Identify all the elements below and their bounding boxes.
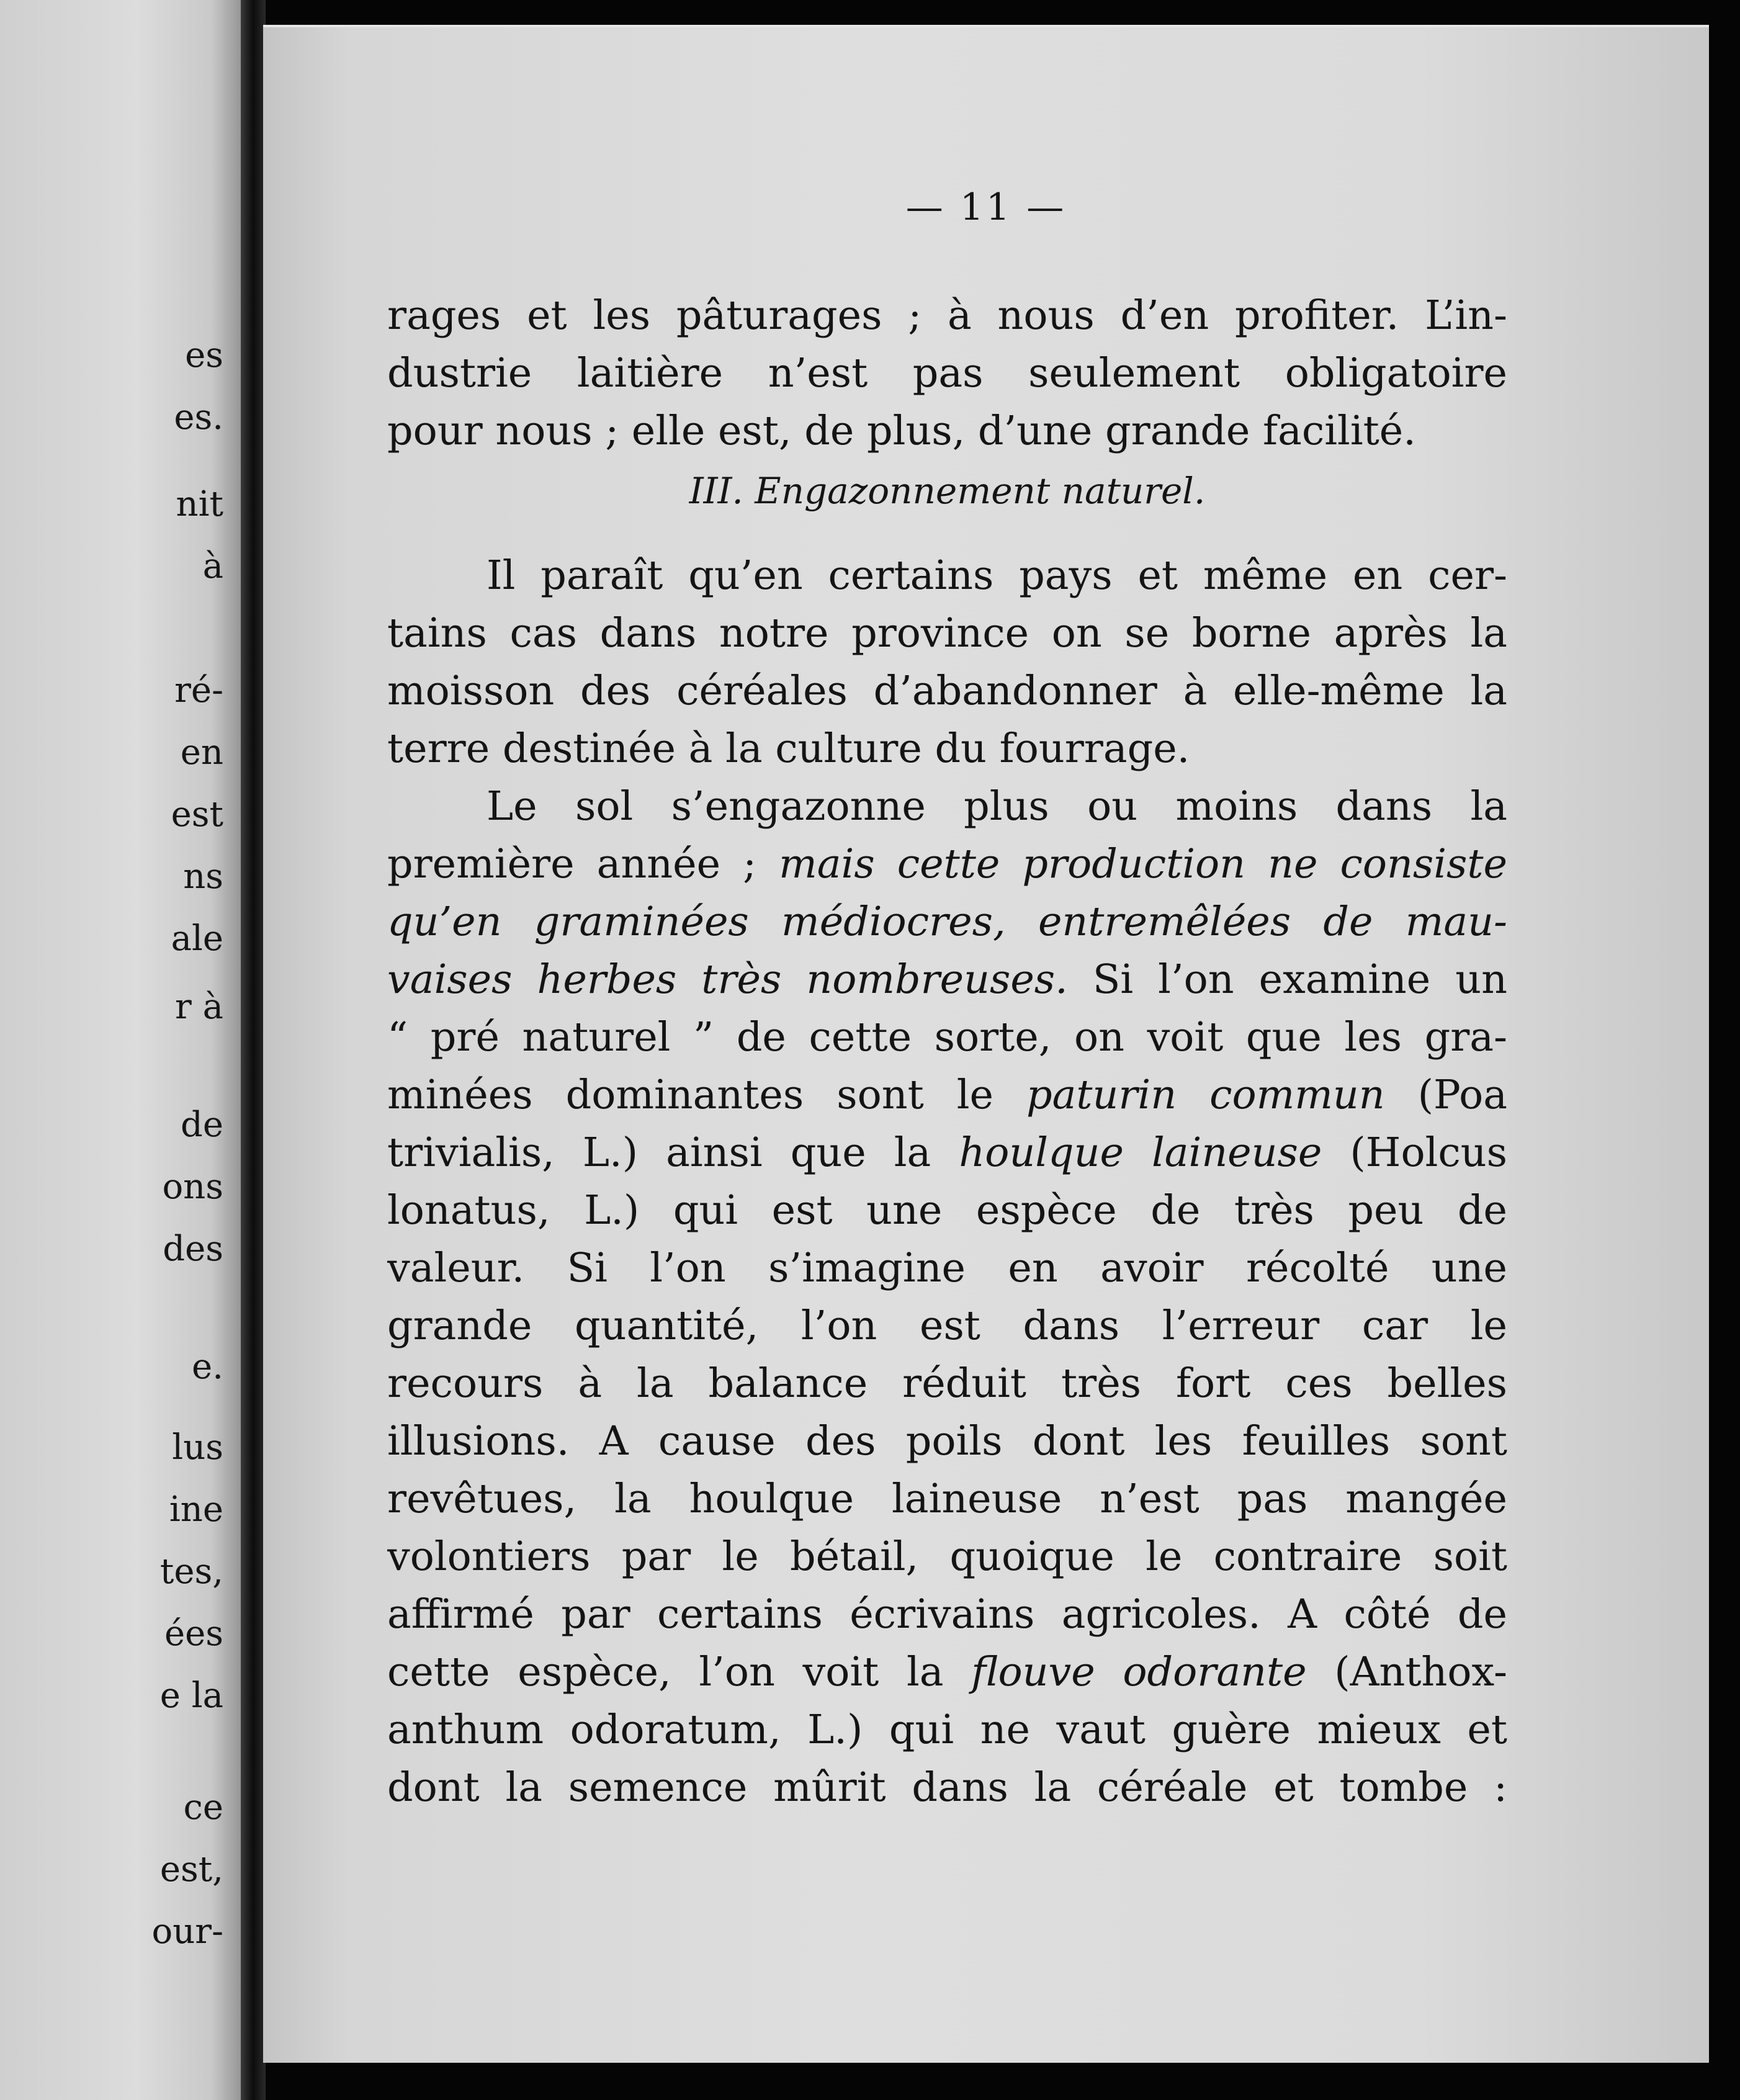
text-segment: dustrie laitière n’est pas seulement obligatoire — [387, 350, 1507, 397]
text-segment: trivialis, L.) ainsi que la — [387, 1129, 959, 1176]
text-line — [387, 344, 1507, 402]
facing-page-fragment: ce — [183, 1787, 223, 1828]
text-segment: volontiers par le bétail, quoique le contraire soit — [387, 1533, 1507, 1580]
text-line — [387, 1355, 1507, 1412]
facing-page-fragment: e. — [192, 1347, 223, 1387]
text-segment: dont la semence mûrit dans la céréale et tombe : — [387, 1764, 1507, 1811]
text-segment: Le sol s’engazonne plus ou moins dans la — [487, 783, 1507, 830]
text-line — [387, 778, 1507, 835]
text-line — [387, 604, 1507, 662]
facing-page-fragment: ons — [162, 1167, 223, 1207]
italic-text: mais cette production ne consiste — [779, 841, 1507, 887]
text-line — [387, 1470, 1507, 1528]
facing-page-fragment: r à — [175, 987, 223, 1027]
facing-page-fragment: ale — [171, 918, 223, 959]
text-segment: III. Engazonnement naturel. — [689, 470, 1206, 512]
text-segment: pour nous ; elle est, de plus, d’une grande facilité. — [387, 408, 1416, 454]
facing-page-fragment: ées — [164, 1613, 223, 1654]
text-segment: Si l’on examine un — [1067, 956, 1507, 1003]
text-line — [387, 1586, 1507, 1643]
body-text — [387, 287, 1507, 1816]
page-number: — 11 — — [905, 186, 1067, 229]
facing-page-fragment: ns — [183, 856, 223, 897]
text-segment: illusions. A cause des poils dont les feuilles sont — [387, 1418, 1507, 1465]
text-line — [387, 1008, 1507, 1066]
facing-page-fragment: nit — [176, 484, 223, 524]
text-line — [387, 402, 1507, 460]
facing-page-fragment: ine — [169, 1489, 223, 1530]
facing-page-fragment: e la — [159, 1676, 223, 1716]
text-segment: recours à la balance réduit très fort ces belles — [387, 1360, 1507, 1407]
text-line — [387, 1239, 1507, 1297]
text-line — [387, 1124, 1507, 1182]
section-heading — [387, 460, 1507, 528]
text-line — [387, 547, 1507, 604]
text-segment: (Holcus — [1322, 1129, 1507, 1176]
text-line — [387, 1528, 1507, 1586]
facing-page-edge — [0, 0, 248, 2100]
book-page — [263, 25, 1709, 2063]
text-segment: “ pré naturel ” de cette sorte, on voit que les gra- — [387, 1014, 1507, 1061]
italic-text: qu’en graminées médiocres, entremêlées de mau- — [387, 899, 1507, 945]
facing-page-fragment: de — [181, 1105, 223, 1145]
text-segment: rages et les pâturages ; à nous d’en profiter. L’in- — [387, 292, 1507, 339]
facing-page-fragment: es. — [174, 397, 223, 437]
text-segment: cette espèce, l’on voit la — [387, 1649, 972, 1695]
text-segment: revêtues, la houlque laineuse n’est pas mangée — [387, 1476, 1507, 1522]
text-segment: grande quantité, l’on est dans l’erreur car le — [387, 1303, 1507, 1349]
text-segment: moisson des céréales d’abandonner à elle-même la — [387, 668, 1507, 714]
facing-page-fragment: des — [163, 1229, 223, 1269]
text-segment: tains cas dans notre province on se borne après la — [387, 610, 1507, 657]
text-segment: première année ; — [387, 841, 779, 887]
text-line — [387, 662, 1507, 720]
italic-text: vaises herbes très nombreuses. — [387, 956, 1068, 1003]
text-segment: minées dominantes sont le — [387, 1072, 1026, 1118]
text-line — [387, 835, 1507, 893]
text-segment: terre destinée à la culture du fourrage. — [387, 725, 1190, 772]
facing-page-fragment: es — [185, 335, 223, 375]
facing-page-fragment: ré- — [174, 670, 223, 711]
facing-page-fragment: est — [171, 794, 223, 835]
text-segment: Il paraît qu’en certains pays et même en cer- — [487, 552, 1507, 599]
text-line — [387, 1066, 1507, 1124]
text-segment: lonatus, L.) qui est une espèce de très peu de — [387, 1187, 1507, 1234]
text-segment: affirmé par certains écrivains agricoles. A côté de — [387, 1591, 1507, 1638]
text-segment: (Anthox- — [1306, 1649, 1507, 1695]
text-line — [387, 1182, 1507, 1239]
italic-text: flouve odorante — [971, 1649, 1307, 1695]
facing-page-fragment: est, — [159, 1849, 223, 1890]
text-segment: anthum odoratum, L.) qui ne vaut guère mieux et — [387, 1707, 1507, 1753]
facing-page-fragment: tes, — [159, 1551, 223, 1592]
text-line — [387, 1643, 1507, 1701]
text-line — [387, 951, 1507, 1008]
italic-text: houlque laineuse — [959, 1129, 1322, 1176]
text-line — [387, 1701, 1507, 1759]
italic-text: paturin commun — [1026, 1072, 1385, 1118]
facing-page-fragment: à — [202, 546, 223, 586]
text-line — [387, 1759, 1507, 1816]
text-line — [387, 1412, 1507, 1470]
facing-page-fragment: en — [180, 732, 223, 773]
text-line — [387, 720, 1507, 778]
facing-page-fragment: our- — [151, 1911, 223, 1952]
text-line — [387, 1297, 1507, 1355]
text-segment: (Poa — [1384, 1072, 1507, 1118]
text-line — [387, 287, 1507, 344]
book-gutter — [241, 0, 266, 2100]
text-segment: valeur. Si l’on s’imagine en avoir récolté une — [387, 1245, 1507, 1291]
facing-page-fragment: lus — [172, 1427, 223, 1468]
text-line — [387, 893, 1507, 951]
